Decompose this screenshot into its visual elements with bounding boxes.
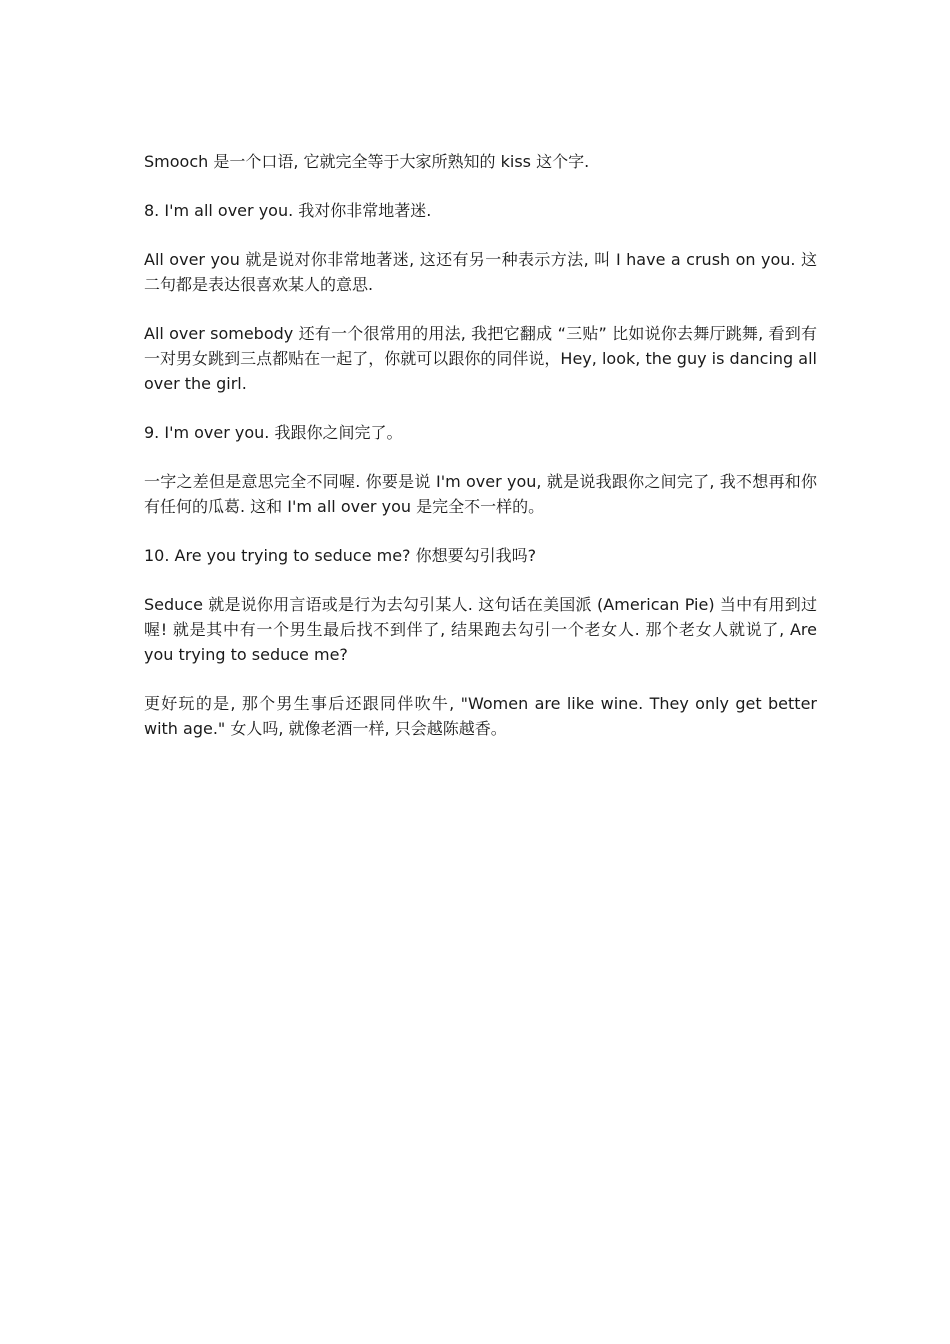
paragraph-women-wine: 更好玩的是, 那个男生事后还跟同伴吹牛, "Women are like wine. They only get better with age." 女人吗, 就像老酒一样, 只会越陈越香。 [144,694,817,738]
heading-item-9: 9. I'm over you. 我跟你之间完了。 [144,423,403,442]
paragraph-all-over-somebody: All over somebody 还有一个很常用的用法, 我把它翻成 “三贴” 比如说你去舞厅跳舞, 看到有一对男女跳到三点都贴在一起了，你就可以跟你的同伴说，Hey, look, the guy is dancing all over the girl. [144,324,817,393]
heading-item-8: 8. I'm all over you. 我对你非常地著迷. [144,201,432,220]
paragraph-seduce: Seduce 就是说你用言语或是行为去勾引某人. 这句话在美国派 (American Pie) 当中有用到过喔! 就是其中有一个男生最后找不到伴了, 结果跑去勾引一个老女人. 那个老女人就说了, Are you trying to seduce me? [144,595,817,664]
paragraph-smooch: Smooch 是一个口语, 它就完全等于大家所熟知的 kiss 这个字. [144,152,590,171]
paragraph-all-over-you: All over you 就是说对你非常地著迷, 这还有另一种表示方法, 叫 I have a crush on you. 这二句都是表达很喜欢某人的意思. [144,250,817,294]
paragraph-over-you: 一字之差但是意思完全不同喔. 你要是说 I'm over you, 就是说我跟你之间完了, 我不想再和你有任何的瓜葛. 这和 I'm all over you 是完全不一样的。 [144,472,817,516]
document-body [144,149,817,765]
heading-item-10: 10. Are you trying to seduce me? 你想要勾引我吗? [144,546,537,565]
